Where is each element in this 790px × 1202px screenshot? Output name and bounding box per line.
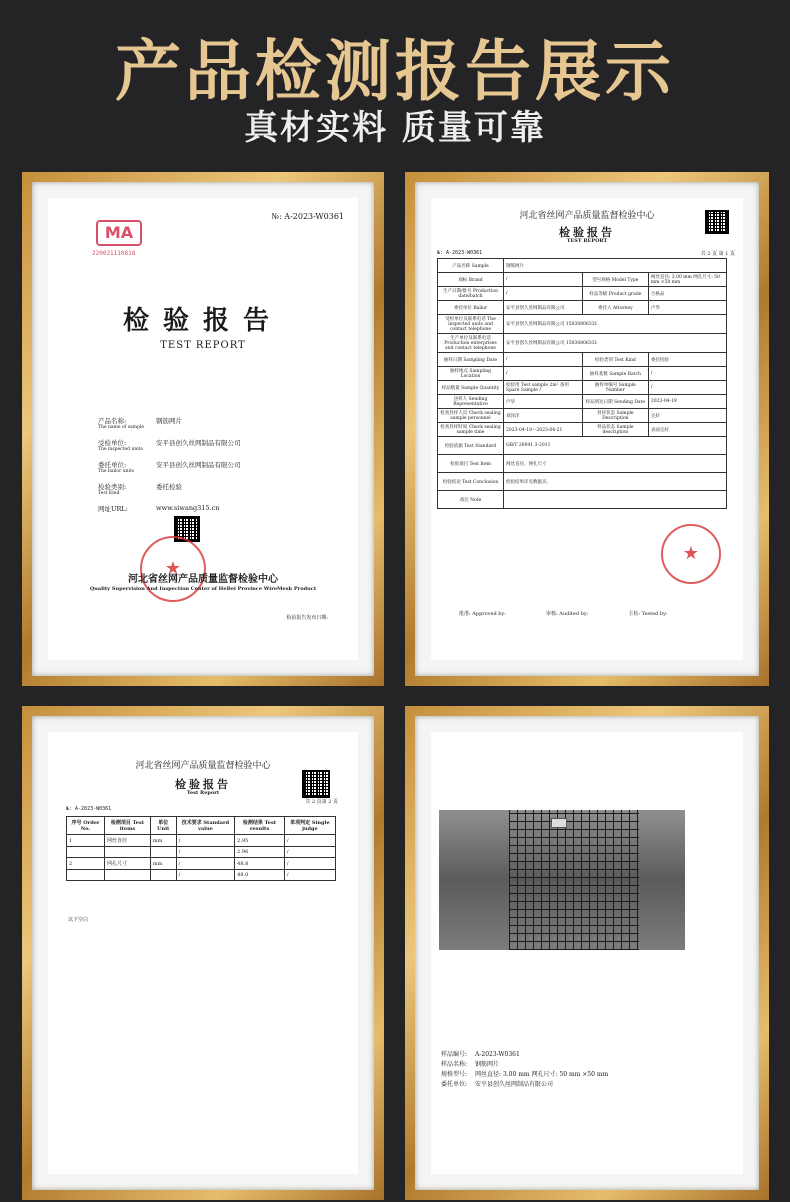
results-cell: 2 <box>67 858 105 870</box>
cover-field <box>98 438 348 452</box>
results-cell <box>150 847 176 858</box>
cover-field <box>98 460 348 474</box>
mesh-sample-photo <box>439 810 685 950</box>
red-seal-icon: ★ <box>661 524 721 584</box>
signature-row <box>459 610 708 617</box>
report-value: 卢华 <box>504 395 583 409</box>
report-title: 检验报告 <box>175 778 231 791</box>
field-value: www.siwang315.cn <box>156 504 220 512</box>
report-row <box>438 473 727 491</box>
report-key: 检查封样时间 Check sealing sample time <box>438 423 504 437</box>
field-label-en: Test Kind <box>98 491 120 496</box>
report-key: 样品等级 Product grade <box>582 287 648 301</box>
results-cell <box>67 870 105 881</box>
report-row <box>438 423 727 437</box>
report-row <box>438 334 727 353</box>
page-title: 产品检测报告展示 <box>115 33 675 110</box>
sample-info-value: 网丝直径: 3.00 mm 网孔尺寸: 50 mm ×50 mm <box>475 1071 609 1078</box>
results-header: 序号 Order No. <box>67 817 105 835</box>
report-row <box>438 353 727 367</box>
cover-page <box>48 198 358 660</box>
cover-subtitle: TEST REPORT <box>160 340 246 351</box>
report-row <box>438 455 727 473</box>
report-key: 检验结论 Test Conclusion <box>438 473 504 491</box>
report-value: 表面完好 <box>648 423 726 437</box>
report-value: 安平县创久丝网制品有限公司 <box>504 301 583 315</box>
report-key: 送样人 Sending Representative <box>438 395 504 409</box>
report-key: 备注 Note <box>438 491 504 509</box>
report-value: 合格品 <box>648 287 726 301</box>
field-label-en: The bailor units <box>98 469 135 474</box>
audited-by: 审核: Audited by: <box>545 611 589 617</box>
sample-info-value: 钢筋网片 <box>475 1061 500 1068</box>
report-key: 检验依据 Test Standard <box>438 437 504 455</box>
report-key: 抽样地点 Sampling Location <box>438 367 504 381</box>
cover-date-label: 检验报告发布日期: <box>286 615 328 621</box>
certificate-frame-cover <box>22 172 384 686</box>
report-key: 样品状态 Sample description <box>582 423 648 437</box>
report-value: 钢筋网片 <box>504 259 727 273</box>
ma-code: 220021110818 <box>92 250 136 257</box>
report-key: 商标 Brand <box>438 273 504 287</box>
results-cell: 2.95 <box>235 835 285 847</box>
report-value: 网丝直径: 3.00 mm 网孔尺寸: 50 mm ×50 mm <box>648 273 726 287</box>
results-header: 检测项目 Test items <box>105 817 151 835</box>
report-key: 生产单位及联系电话 Production enterprises and contact telephone <box>438 334 504 353</box>
sample-info <box>441 1050 608 1090</box>
report-page-2 <box>48 732 358 1174</box>
results-cell <box>67 847 105 858</box>
cover-org-en: Quality Supervision And Inspection Center of HeBei Province WireMesh Product <box>89 586 317 592</box>
report-value: 完好 <box>648 409 726 423</box>
tested-by: 主检: Tested by: <box>628 611 668 617</box>
field-label: 委托单位: <box>98 461 127 469</box>
cover-org: 河北省丝网产品质量监督检验中心 <box>128 574 278 585</box>
sample-info-label: 样品名称: <box>441 1061 468 1068</box>
report-key: 样品数量 Sample Quantity <box>438 381 504 395</box>
report-row <box>438 273 727 287</box>
report-title-en: Test Report <box>186 790 220 796</box>
field-label-en: The inspected units <box>98 447 143 452</box>
results-cell: / <box>284 870 335 881</box>
report-value: 2023-04-19～2023-04-21 <box>504 423 583 437</box>
report-value: / <box>504 287 583 301</box>
results-table <box>66 816 336 881</box>
results-cell <box>105 847 151 858</box>
certificate-frame-photo <box>405 706 769 1200</box>
report-row <box>438 287 727 301</box>
report-page-count: 共 2 页第 2 页 <box>305 799 338 805</box>
report-row <box>438 395 727 409</box>
cover-field <box>98 482 348 496</box>
blank-below-note: 以下空白 <box>68 917 89 923</box>
results-cell: mm <box>150 835 176 847</box>
report-key: 型号规格 Model Type <box>582 273 648 287</box>
results-cell: 2.96 <box>235 847 285 858</box>
report-value: 安平县创久丝网制品有限公司 15030806331 <box>504 334 727 353</box>
report-value <box>504 491 727 509</box>
results-cell: 网丝直径 <box>105 835 151 847</box>
report-org: 河北省丝网产品质量监督检验中心 <box>519 211 655 221</box>
sample-info-label: 规格型号: <box>441 1071 468 1078</box>
field-label: 产品名称: <box>98 417 127 425</box>
report-value: / <box>504 273 583 287</box>
report-value: 刘泽洋 <box>504 409 583 423</box>
report-value: 网丝直径、网孔尺寸 <box>504 455 727 473</box>
report-title-en: TEST REPORT <box>566 238 608 244</box>
report-value: / <box>504 367 583 381</box>
results-cell: / <box>176 835 235 847</box>
results-cell: 48.0 <box>235 870 285 881</box>
page-subtitle: 真材实料 质量可靠 <box>244 108 546 148</box>
results-cell: / <box>176 858 235 870</box>
table-row <box>67 858 336 870</box>
report-key: 生产日期/批号 Production date/batch <box>438 287 504 301</box>
results-cell: / <box>284 847 335 858</box>
cover-field <box>98 504 348 513</box>
sample-info-value: 安平县创久丝网制品有限公司 <box>475 1081 554 1088</box>
report-key: 封样状态 Sample Description <box>582 409 648 423</box>
report-key: 委托单位 Bailor <box>438 301 504 315</box>
report-key: 受检单位及联系电话 The inspected units and contact telephone <box>438 315 504 334</box>
sample-info-label: 委托单位: <box>441 1081 468 1088</box>
report-key: 抽样单编号 Sample Number <box>582 381 648 395</box>
cover-fields <box>98 416 348 521</box>
report-key: 检验项目 Test Item <box>438 455 504 473</box>
sample-info-label: 样品编号: <box>441 1051 468 1058</box>
report-value: 检验用 Test sample 2m² 备用 Spare Sample / <box>504 381 583 395</box>
certificate-frame-report1 <box>405 172 769 686</box>
field-value: 钢筋网片 <box>156 417 182 425</box>
report-value: 检验结果详见数据页。 <box>504 473 727 491</box>
report-value: 安平县创久丝网制品有限公司 15030806331 <box>504 315 727 334</box>
table-row <box>67 847 336 858</box>
field-label: 受检单位: <box>98 439 127 447</box>
report-title: 检验报告 <box>559 226 615 239</box>
results-cell <box>150 870 176 881</box>
results-header: 技术要求 Standard value <box>176 817 235 835</box>
report-key: 委托人 Attorney <box>582 301 648 315</box>
report-table <box>437 258 727 509</box>
results-header: 单项判定 Single judge <box>284 817 335 835</box>
report-key: 检验类别 Test Kind <box>582 353 648 367</box>
report-key: 检查封样人员 Check sealing sample personnel <box>438 409 504 423</box>
photo-page <box>431 732 743 1174</box>
report-value: 委托检验 <box>648 353 726 367</box>
field-label: 检验类别: <box>98 483 127 491</box>
field-value: 安平县创久丝网制品有限公司 <box>156 439 241 447</box>
sample-info-row <box>441 1080 608 1090</box>
sample-info-row <box>441 1060 608 1070</box>
report-value: / <box>504 353 583 367</box>
results-cell: mm <box>150 858 176 870</box>
report-key: 样品到达日期 Sending Date <box>582 395 648 409</box>
report-key: 抽样日期 Sampling Date <box>438 353 504 367</box>
report-key: 产品名称 Sample <box>438 259 504 273</box>
report-value: / <box>648 381 726 395</box>
results-cell: 1 <box>67 835 105 847</box>
table-row <box>67 835 336 847</box>
approved-by: 批准: Approved by: <box>459 611 506 617</box>
report-number: №: A-2023-W0361 <box>271 212 344 221</box>
report-org: 河北省丝网产品质量监督检验中心 <box>135 761 271 771</box>
results-header: 检测结果 Test results <box>235 817 285 835</box>
report-key: 抽样基数 Sample Batch <box>582 367 648 381</box>
results-cell: / <box>176 870 235 881</box>
red-seal-icon: ★ <box>140 536 206 602</box>
field-value: 安平县创久丝网制品有限公司 <box>156 461 241 469</box>
cover-title: 检验报告 <box>122 306 283 336</box>
certificate-frame-report2 <box>22 706 384 1200</box>
table-row <box>67 870 336 881</box>
results-cell: 48.8 <box>235 858 285 870</box>
sample-info-row <box>441 1070 608 1080</box>
field-label-en: The name of sample <box>98 425 144 430</box>
results-cell <box>105 870 151 881</box>
results-header: 单位 Unit <box>150 817 176 835</box>
sample-info-value: A-2023-W0361 <box>475 1051 520 1058</box>
report-row <box>438 315 727 334</box>
ma-logo-icon: MA <box>96 220 142 246</box>
report-page-1 <box>431 198 743 660</box>
report-value: 卢华 <box>648 301 726 315</box>
field-value: 委托检验 <box>156 483 182 491</box>
report-row <box>438 491 727 509</box>
results-cell: / <box>284 835 335 847</box>
report-value: / <box>648 367 726 381</box>
report-row <box>438 301 727 315</box>
report-number: №: A-2023-W0361 <box>66 806 112 812</box>
wire-mesh-icon <box>509 810 639 950</box>
results-cell: / <box>284 858 335 870</box>
sample-tag-icon <box>551 818 567 828</box>
report-number: №: A-2023-W0361 <box>437 250 483 256</box>
report-row <box>438 381 727 395</box>
results-cell: / <box>176 847 235 858</box>
report-page-count: 共 2 页 第 1 页 <box>700 251 735 257</box>
cover-field <box>98 416 348 430</box>
field-label: 网址URL: <box>98 505 128 513</box>
report-row <box>438 259 727 273</box>
report-value: 2023-04-19 <box>648 395 726 409</box>
sample-info-row <box>441 1050 608 1060</box>
report-row <box>438 437 727 455</box>
report-row <box>438 367 727 381</box>
report-row <box>438 409 727 423</box>
report-value: GB/T 26941.3-2011 <box>504 437 727 455</box>
results-cell: 网孔尺寸 <box>105 858 151 870</box>
